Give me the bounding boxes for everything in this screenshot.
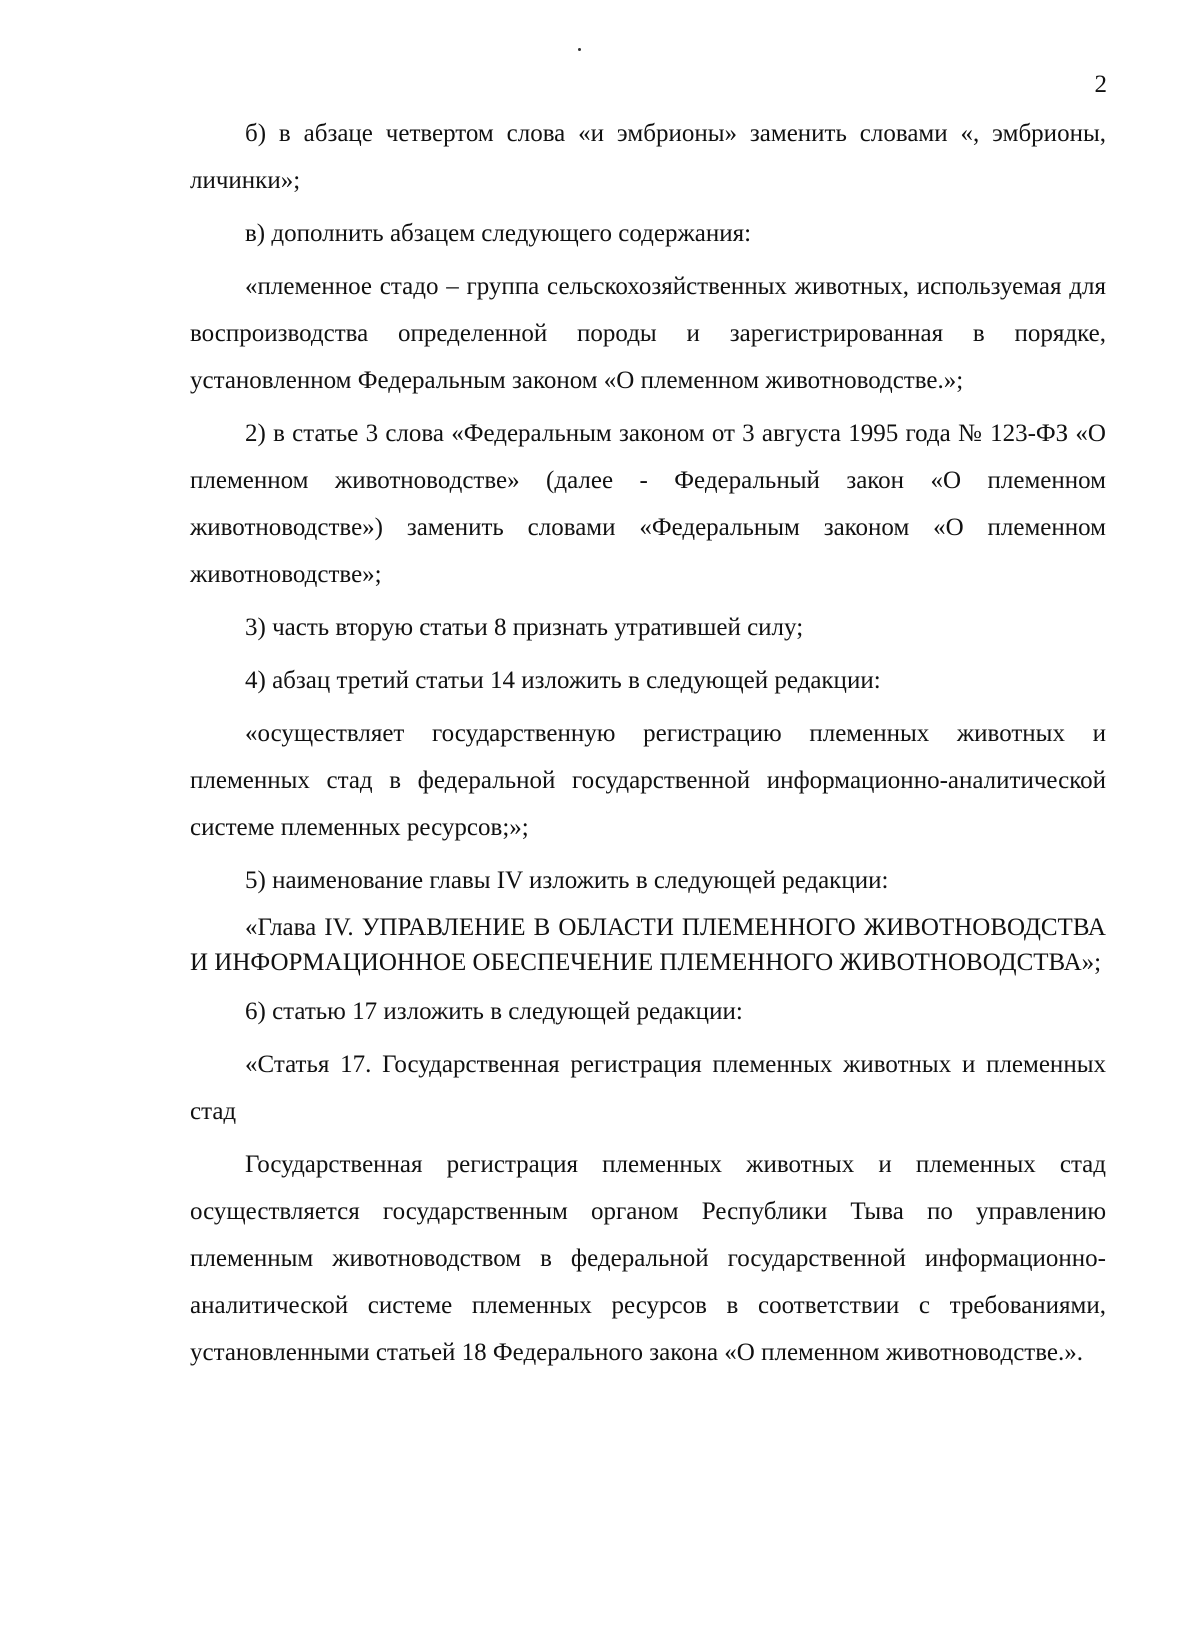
paragraph-item-3: 3) часть вторую статьи 8 признать утратившей силу; [245,614,804,641]
paragraph-item-4: 4) абзац третий статьи 14 изложить в следующей редакции: [245,667,881,694]
page-number: 2 [1094,71,1107,98]
paragraph-item-6: 6) статью 17 изложить в следующей редакции: [245,998,743,1025]
paragraph-v-add: в) дополнить абзацем следующего содержания: [245,220,752,247]
paragraph-item-2: 2) в статье 3 слова «Федеральным законом от 3 августа 1995 года № 123-ФЗ «О племенном животноводстве» (далее - Федеральный закон «О племенном животноводстве») заменить словами «Федеральным законом «О племенном животноводстве»; [190,420,1106,588]
article-17-body: Государственная регистрация племенных животных и племенных стад осуществляется государственным органом Республики Тыва по управлению племенным животноводством в федеральной государственной информационно-аналитической системе племенных ресурсов в соответствии с требованиями, установленными статьей 18 Федерального закона «О племенном животноводстве.». [190,1151,1106,1366]
scan-speck [578,48,581,51]
document-body [190,110,1106,1382]
article-17-title: «Статья 17. Государственная регистрация племенных животных и племенных стад [190,1051,1106,1125]
paragraph-item-5: 5) наименование главы IV изложить в следующей редакции: [245,867,889,894]
paragraph-breeding-herd-definition: «племенное стадо – группа сельскохозяйственных животных, используемая для воспроизводства определенной породы и зарегистрированная в порядке, установленном Федеральным законом «О племенном животноводстве.»; [190,273,1106,394]
paragraph-b-embryos: б) в абзаце четвертом слова «и эмбрионы» заменить словами «, эмбрионы, личинки»; [190,120,1106,194]
chapter-iv-heading: «Глава IV. УПРАВЛЕНИЕ В ОБЛАСТИ ПЛЕМЕННОГО ЖИВОТНОВОДСТВА И ИНФОРМАЦИОННОЕ ОБЕСПЕЧЕНИЕ ПЛЕМЕННОГО ЖИВОТНОВОДСТВА»; [190,914,1106,976]
paragraph-registration-quote: «осуществляет государственную регистрацию племенных животных и племенных стад в федеральной государственной информационно-аналитической системе племенных ресурсов;»; [190,720,1106,841]
